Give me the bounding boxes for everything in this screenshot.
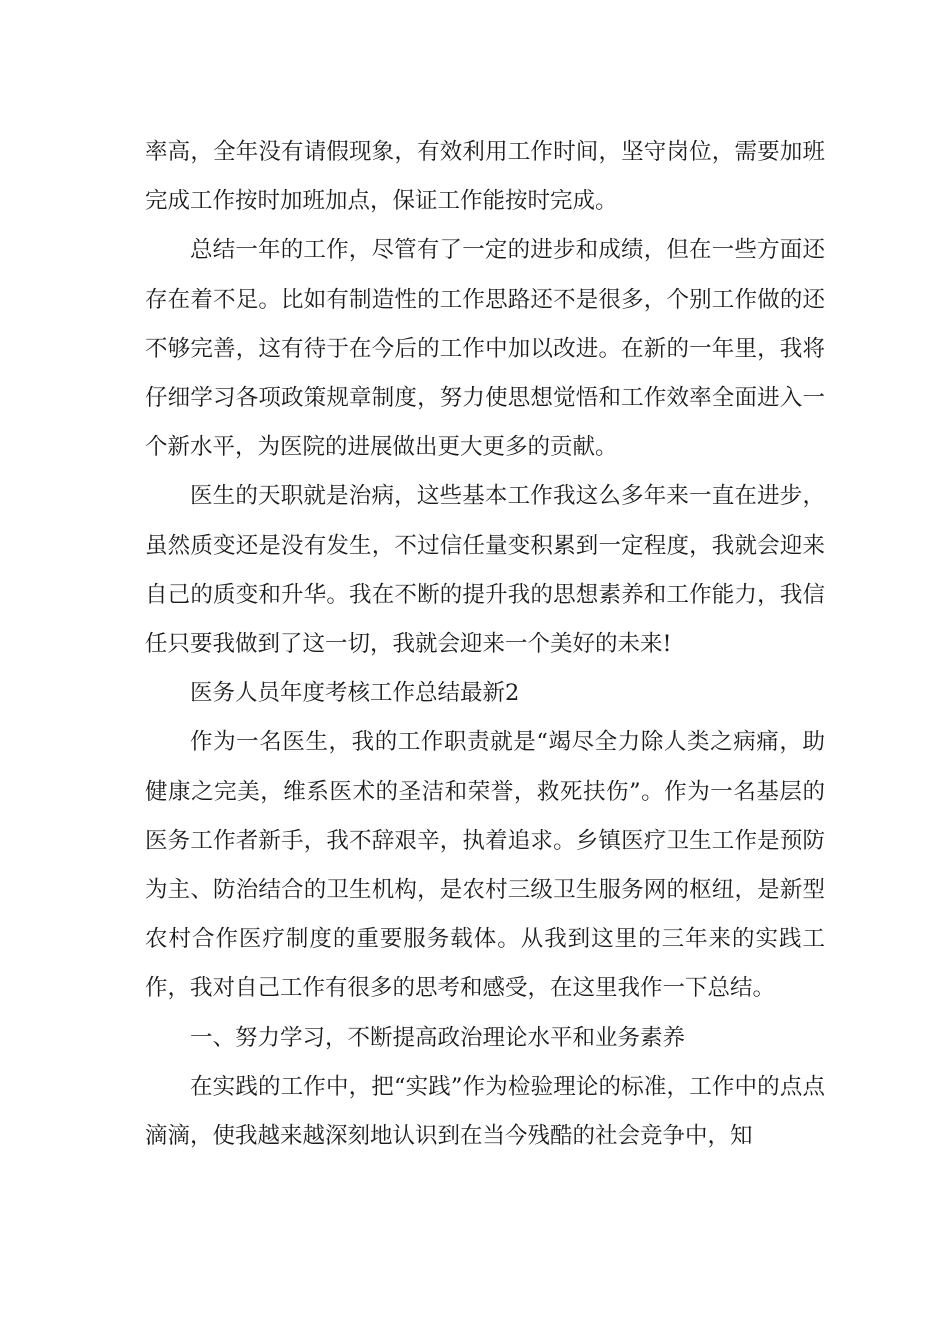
paragraph-practice: 在实践的工作中，把“实践”作为检验理论的标准，工作中的点点滴滴，使我越来越深刻地认识到在当今残酷的社会竞争中，知 [145, 1073, 825, 1150]
subsection-heading: 一、努力学习，不断提高政治理论水平和业务素养 [190, 1024, 686, 1051]
paragraph-summary: 总结一年的工作，尽管有了一定的进步和成绩，但在一些方面还存在着不足。比如有制造性的工作思路还不是很多，个别工作做的还不够完善，这有待于在今后的工作中加以改进。在新的一年里，我将仔细学习各项政策规章制度，努力使思想觉悟和工作效率全面进入一个新水平，为医院的进展做出更大更多的贡献。 [145, 237, 825, 461]
document-body [145, 128, 825, 1161]
paragraph-continued: 率高，全年没有请假现象，有效利用工作时间，坚守岗位，需要加班完成工作按时加班加点，保证工作能按时完成。 [145, 139, 825, 215]
paragraph-doctor-duty: 医生的天职就是治病，这些基本工作我这么多年来一直在进步，虽然质变还是没有发生，不过信任量变积累到一定程度，我就会迎来自己的质变和升华。我在不断的提升我的思想素养和工作能力，我信任只要我做到了这一切，我就会迎来一个美好的未来! [145, 483, 825, 658]
section-title: 医务人员年度考核工作总结最新2 [190, 680, 520, 707]
paragraph-responsibility: 作为一名医生，我的工作职责就是“竭尽全力除人类之病痛，助健康之完美，维系医术的圣洁和荣誉，救死扶伤”。作为一名基层的医务工作者新手，我不辞艰辛，执着追求。乡镇医疗卫生工作是预防为主、防治结合的卫生机构，是农村三级卫生服务网的枢纽，是新型农村合作医疗制度的重要服务载体。从我到这里的三年来的实践工作，我对自己工作有很多的思考和感受，在这里我作一下总结。 [145, 729, 825, 1002]
